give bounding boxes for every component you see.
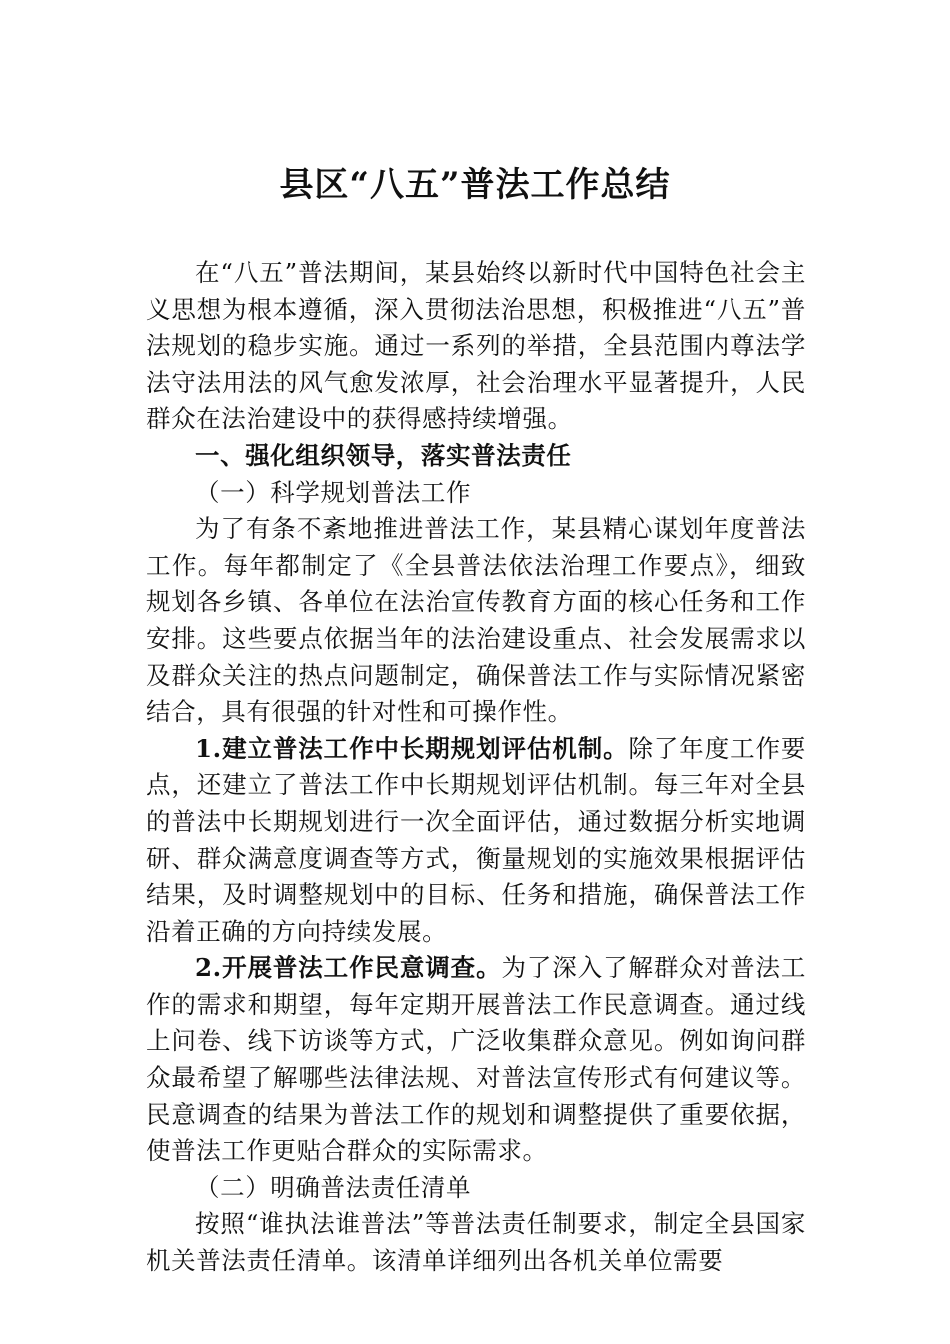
subsection-heading-2: （二）明确普法责任清单 [195, 1172, 472, 1202]
subsection-1-paragraph: 为了有条不紊地推进普法工作，某县精心谋划年度普法工作。每年都制定了《全县普法依法治理工作要点》，细致规划各乡镇、各单位在法治宣传教育方面的核心任务和工作安排。这些要点依据当年的法治建设重点、社会发展需求以及群众关注的热点问题制定，确保普法工作与实际情况紧密结合，具有很强的针对性和可操作性。 [146, 514, 806, 727]
list-item-2 [146, 950, 806, 1170]
list-item-1 [146, 731, 806, 951]
list-item-1-body: 除了年度工作要点，还建立了普法工作中长期规划评估机制。每三年对全县的普法中长期规划进行一次全面评估，通过数据分析实地调研、群众满意度调查等方式，衡量规划的实施效果根据评估结果，及时调整规划中的目标、任务和措施，确保普法工作沿着正确的方向持续发展。 [146, 733, 807, 946]
intro-paragraph: 在“八五”普法期间，某县始终以新时代中国特色社会主义思想为根本遵循，深入贯彻法治思想，积极推进“八五”普法规划的稳步实施。通过一系列的举措，全县范围内尊法学法守法用法的风气愈发浓厚，社会治理水平显著提升，人民群众在法治建设中的获得感持续增强。 [146, 258, 806, 434]
subsection-heading-1: （一）科学规划普法工作 [195, 477, 472, 507]
subsection-2-paragraph: 按照“谁执法谁普法”等普法责任制要求，制定全县国家机关普法责任清单。该清单详细列出各机关单位需要 [146, 1209, 806, 1276]
document-body [146, 255, 806, 1280]
list-item-2-body: 为了深入了解群众对普法工作的需求和期望，每年定期开展普法工作民意调查。通过线上问卷、线下访谈等方式，广泛收集群众意见。例如询问群众最希望了解哪些法律法规、对普法宣传形式有何建议等。民意调查的结果为普法工作的规划和调整提供了重要依据，使普法工作更贴合群众的实际需求。 [146, 953, 806, 1166]
section-heading-1: 一、强化组织领导，落实普法责任 [195, 440, 572, 470]
list-item-1-lead: 1.建立普法工作中长期规划评估机制。 [195, 733, 629, 763]
document-title: 县区“八五”普法工作总结 [279, 165, 671, 205]
list-item-2-lead: 2.开展普法工作民意调查。 [195, 953, 502, 983]
